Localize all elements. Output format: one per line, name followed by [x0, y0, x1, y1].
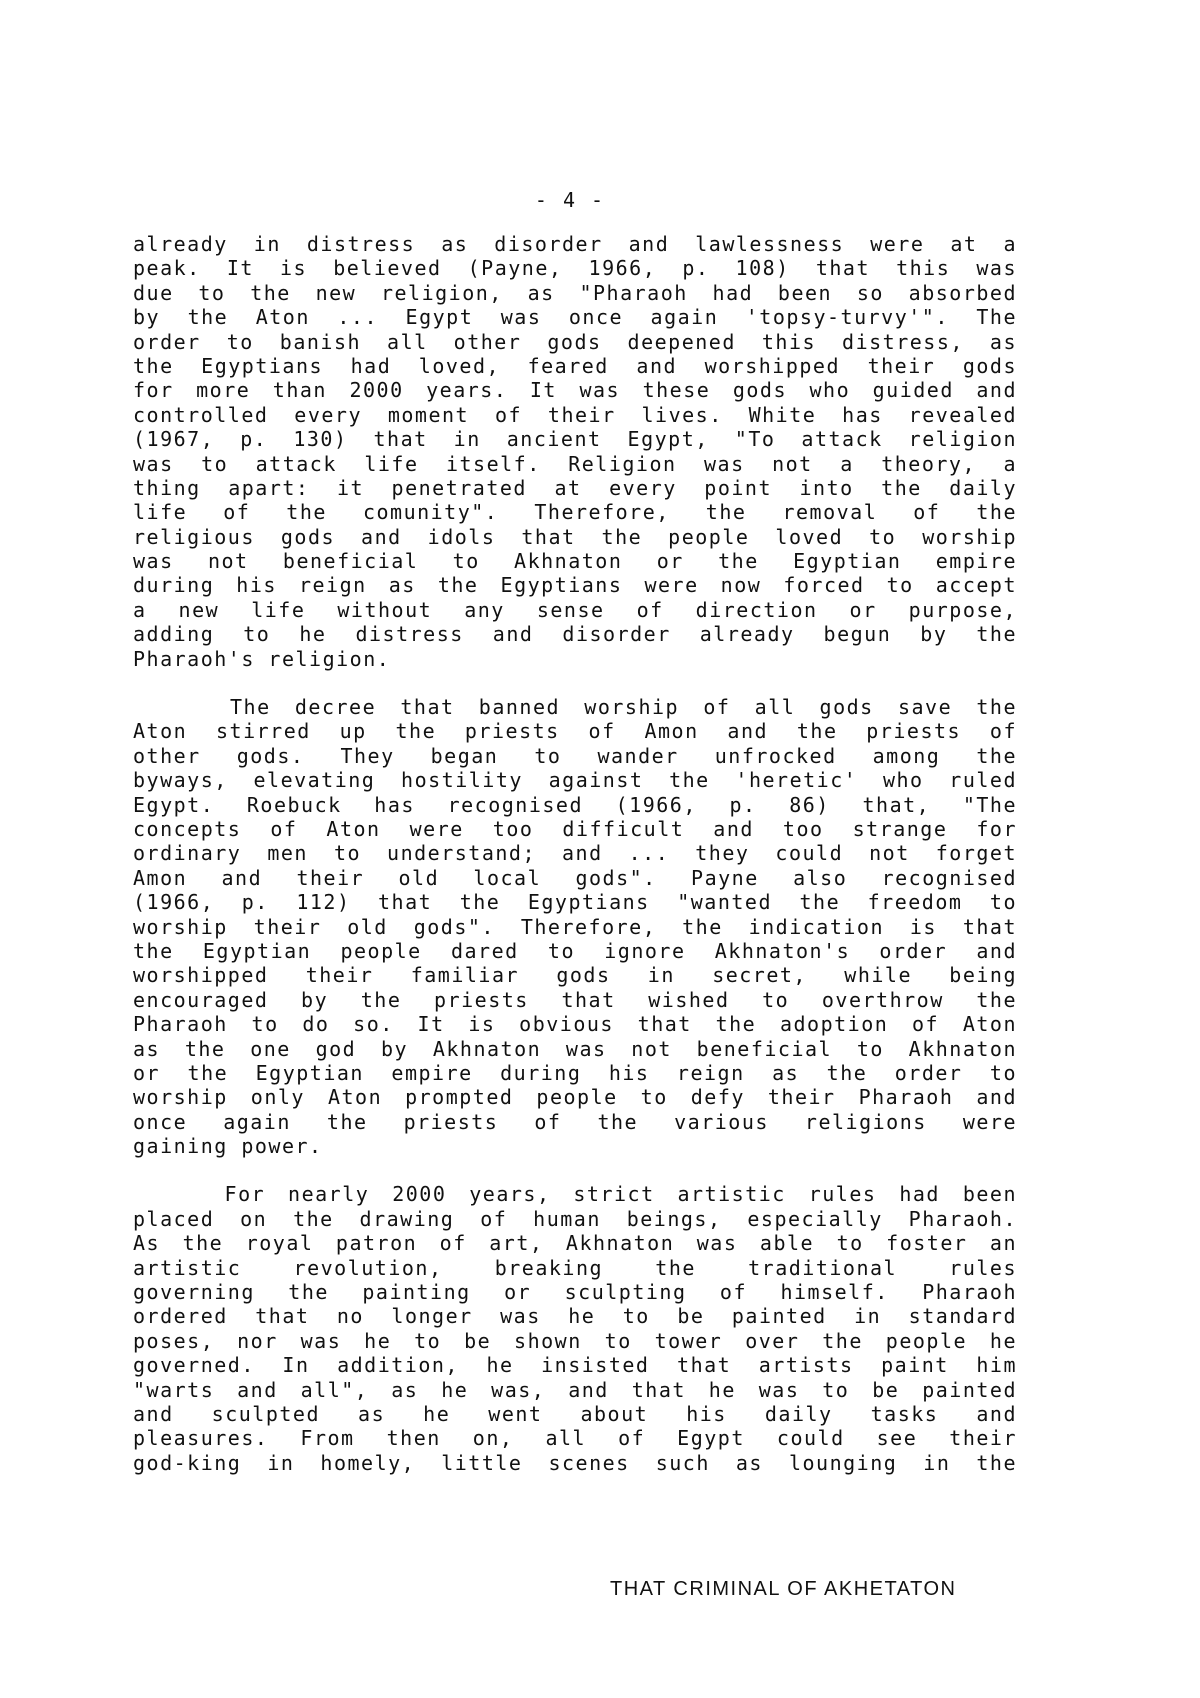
text-line: For nearly 2000 years, strict artistic rules had been [133, 1182, 1017, 1207]
text-line: ordinary men to understand; and ... they could not forget [133, 841, 1017, 866]
text-line: worship only Aton prompted people to defy their Pharaoh and [133, 1085, 1017, 1110]
page-number: - 4 - [534, 188, 606, 212]
text-line: order to banish all other gods deepened this distress, as [133, 329, 1017, 354]
text-line: or the Egyptian empire during his reign as the order to [133, 1060, 1017, 1085]
footer-title: THAT CRIMINAL OF AKHETATON [610, 1578, 957, 1600]
text-line: already in distress as disorder and lawlessness were at a [133, 232, 1017, 256]
text-line: was not beneficial to Akhnaton or the Egyptian empire [133, 549, 1017, 574]
paragraph-3 [133, 1182, 1017, 1475]
text-line: "warts and all", as he was, and that he was to be painted [133, 1377, 1017, 1402]
text-line: As the royal patron of art, Akhnaton was able to foster an [133, 1231, 1017, 1256]
body-text [133, 232, 1017, 1499]
text-line: peak. It is believed (Payne, 1966, p. 108) that this was [133, 256, 1017, 281]
text-line: Egypt. Roebuck has recognised (1966, p. 86) that, "The [133, 792, 1017, 817]
text-line: the Egyptian people dared to ignore Akhnaton's order and [133, 938, 1017, 963]
text-line: artistic revolution, breaking the traditional rules [133, 1255, 1017, 1280]
text-line: governed. In addition, he insisted that artists paint him [133, 1353, 1017, 1378]
text-line: byways, elevating hostility against the 'heretic' who ruled [133, 768, 1017, 793]
text-line: gaining power. [133, 1134, 323, 1159]
text-line: worship their old gods". Therefore, the indication is that [133, 914, 1017, 939]
text-line: The decree that banned worship of all gods save the [133, 695, 1017, 720]
text-line: poses, nor was he to be shown to tower over the people he [133, 1328, 1017, 1353]
text-line: god-king in homely, little scenes such as lounging in the [133, 1450, 1017, 1475]
text-line: by the Aton ... Egypt was once again 'topsy-turvy'". The [133, 305, 1017, 330]
text-line: a new life without any sense of direction or purpose, [133, 597, 1017, 622]
text-line: governing the painting or sculpting of himself. Pharaoh [133, 1280, 1017, 1305]
text-line: and sculpted as he went about his daily tasks and [133, 1401, 1017, 1426]
text-line: for more than 2000 years. It was these gods who guided and [133, 378, 1017, 403]
text-line: Pharaoh's religion. [133, 646, 391, 671]
paragraph-1 [133, 232, 1017, 671]
text-line: (1966, p. 112) that the Egyptians "wanted the freedom to [133, 890, 1017, 915]
text-line: concepts of Aton were too difficult and too strange for [133, 816, 1017, 841]
text-line: the Egyptians had loved, feared and worshipped their gods [133, 353, 1017, 378]
text-line: Amon and their old local gods". Payne also recognised [133, 865, 1017, 890]
text-line: Pharaoh to do so. It is obvious that the adoption of Aton [133, 1012, 1017, 1037]
text-line: thing apart: it penetrated at every point into the daily [133, 475, 1017, 500]
text-line: controlled every moment of their lives. White has revealed [133, 402, 1017, 427]
text-line: due to the new religion, as "Pharaoh had been so absorbed [133, 280, 1017, 305]
paragraph-2 [133, 695, 1017, 1158]
text-line: placed on the drawing of human beings, especially Pharaoh. [133, 1206, 1017, 1231]
text-line: as the one god by Akhnaton was not beneficial to Akhnaton [133, 1036, 1017, 1061]
text-line: pleasures. From then on, all of Egypt could see their [133, 1426, 1017, 1451]
text-line: encouraged by the priests that wished to overthrow the [133, 987, 1017, 1012]
text-line: life of the comunity". Therefore, the removal of the [133, 500, 1017, 525]
text-line: other gods. They began to wander unfrocked among the [133, 743, 1017, 768]
text-line: (1967, p. 130) that in ancient Egypt, "To attack religion [133, 427, 1017, 452]
text-line: once again the priests of the various religions were [133, 1109, 1017, 1134]
text-line: was to attack life itself. Religion was not a theory, a [133, 451, 1017, 476]
text-line: Aton stirred up the priests of Amon and the priests of [133, 719, 1017, 744]
text-line: religious gods and idols that the people loved to worship [133, 524, 1017, 549]
text-line: adding to he distress and disorder already begun by the [133, 622, 1017, 647]
text-line: worshipped their familiar gods in secret, while being [133, 963, 1017, 988]
text-line: during his reign as the Egyptians were now forced to accept [133, 573, 1017, 598]
text-line: ordered that no longer was he to be painted in standard [133, 1304, 1017, 1329]
